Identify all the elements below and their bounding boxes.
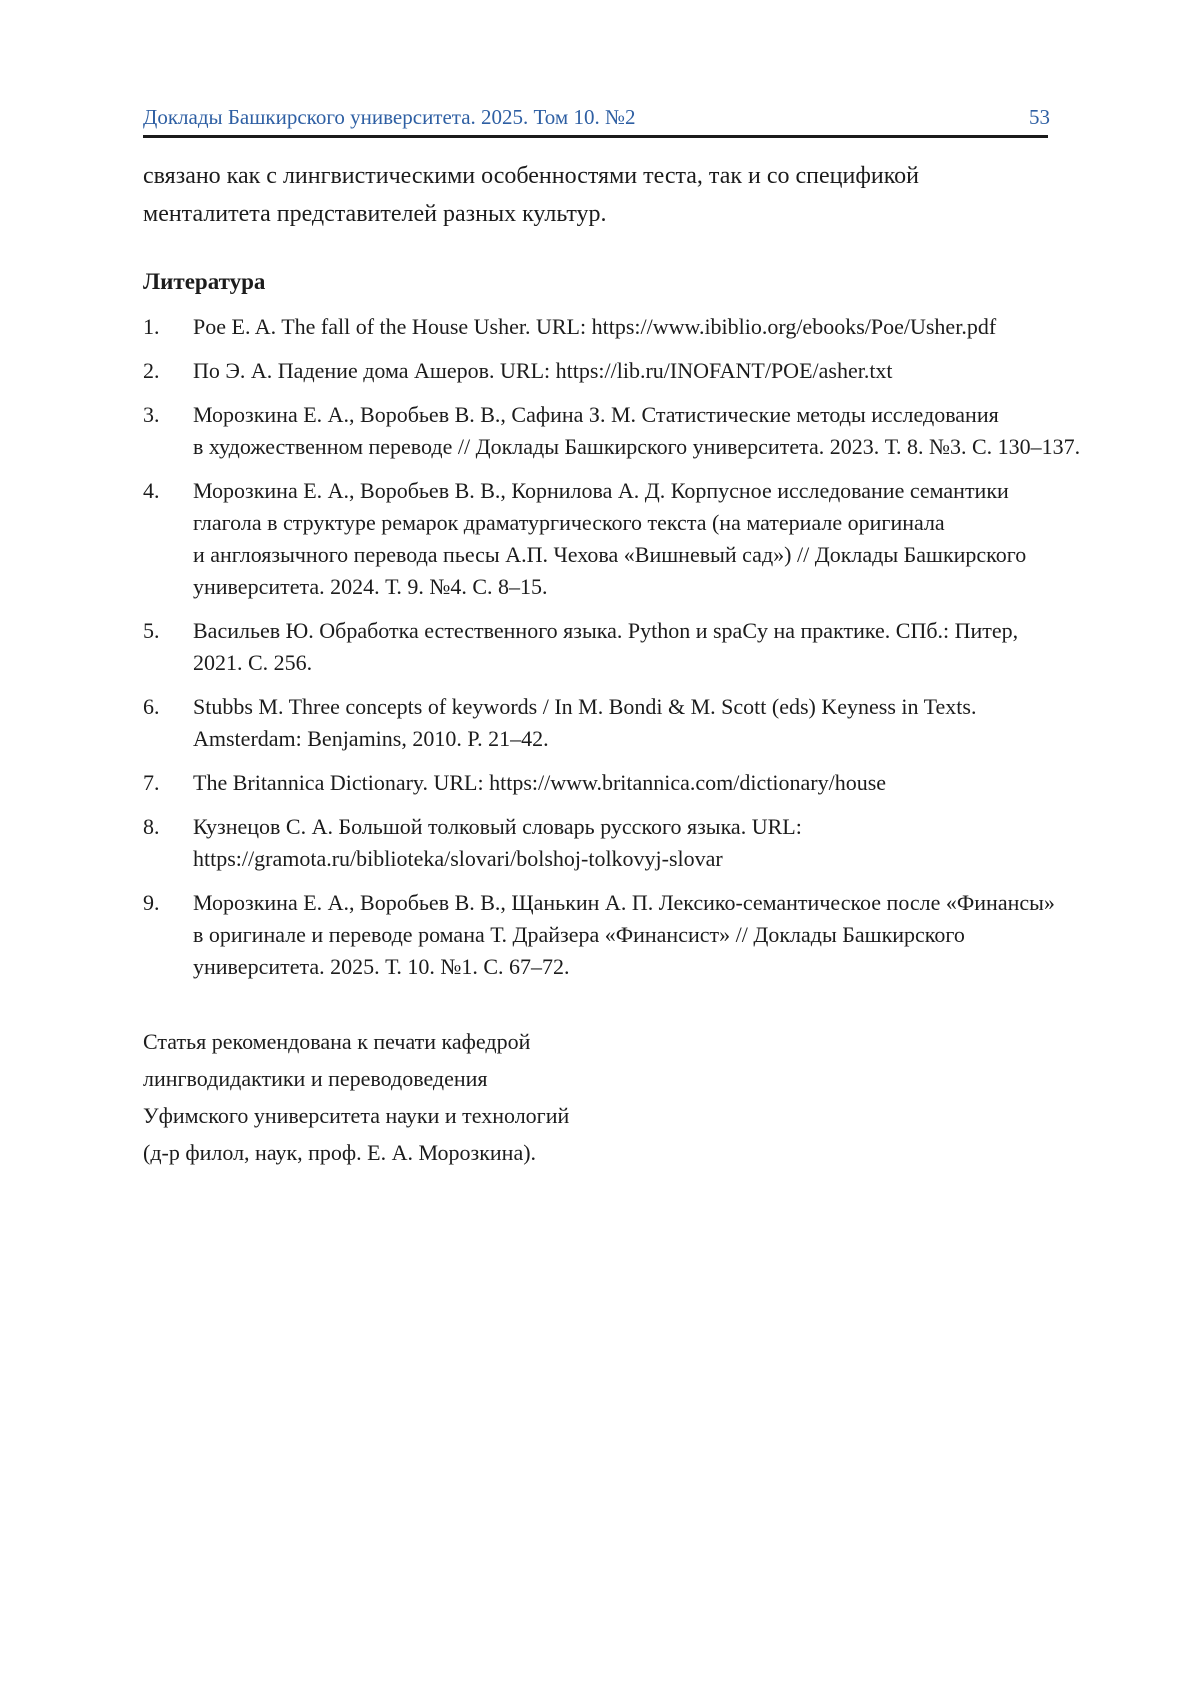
reference-item [143,355,1050,387]
journal-header-title: Доклады Башкирского университета. 2025. Том 10. №2 [143,105,636,129]
reference-item [143,811,1050,875]
reference-text: Морозкина Е. А., Воробьев В. В., Корнилова А. Д. Корпусное исследование семантики глагола в структуре ремарок драматургического текста (на материале оригинала и англоязычного перевода пьесы А.П. Чехова «Вишневый сад») // Доклады Башкирского университета. 2024. Т. 9. №4. С. 8–15. [193,478,1027,599]
references-heading: Литература [143,269,266,294]
reference-number: 8. [143,814,160,839]
reference-item [143,615,1050,679]
intro-paragraph: связано как с лингвистическими особенностями теста, так и со спецификой менталитета представителей разных культур. [143,163,920,227]
reference-text: Морозкина Е. А., Воробьев В. В., Щанькин А. П. Лексико-семантическое после «Финансы» в оригинале и переводе романа Т. Драйзера «Финансист» // Доклады Башкирского университета. 2025. Т. 10. №1. С. 67–72. [193,890,1055,979]
references-list [143,311,1081,983]
reference-text: Stubbs M. Three concepts of keywords / In M. Bondi & M. Scott (eds) Keyness in Texts. Amsterdam: Benjamins, 2010. P. 21–42. [193,694,977,751]
reference-item [143,399,1081,463]
reference-item [143,767,1050,799]
reference-item [143,475,1050,603]
running-header [143,104,1050,130]
reference-text: По Э. А. Падение дома Ашеров. URL: https://lib.ru/INOFANT/POE/asher.txt [193,358,893,383]
reference-item [143,887,1055,983]
reference-text: Морозкина Е. А., Воробьев В. В., Сафина З. М. Статистические методы исследования в художественном переводе // Доклады Башкирского университета. 2023. Т. 8. №3. С. 130–137. [193,402,1081,459]
reference-text: Кузнецов С. А. Большой толковый словарь русского языка. URL: https://gramota.ru/biblioteka/slovari/bolshoj-tolkovyj-slovar [193,814,802,871]
header-rule [143,135,1048,138]
reference-number: 7. [143,770,160,795]
recommendation-note: Статья рекомендована к печати кафедрой лингводидактики и переводоведения Уфимского университета науки и технологий (д-р филол, наук, проф. Е. А. Морозкина). [143,1029,570,1165]
page-number: 53 [1029,105,1050,129]
reference-text: The Britannica Dictionary. URL: https://www.britannica.com/dictionary/house [193,770,887,795]
reference-number: 4. [143,478,160,503]
reference-number: 9. [143,890,160,915]
reference-text: Васильев Ю. Обработка естественного языка. Python и spaCy на практике. СПб.: Питер, 2021. С. 256. [193,618,1019,675]
reference-number: 2. [143,358,160,383]
reference-number: 1. [143,314,160,339]
reference-item [143,311,1050,343]
reference-number: 5. [143,618,160,643]
reference-number: 6. [143,694,160,719]
reference-item [143,691,1050,755]
reference-text: Poe E. A. The fall of the House Usher. URL: https://www.ibiblio.org/ebooks/Poe/Usher.pdf [193,314,997,339]
reference-number: 3. [143,402,160,427]
